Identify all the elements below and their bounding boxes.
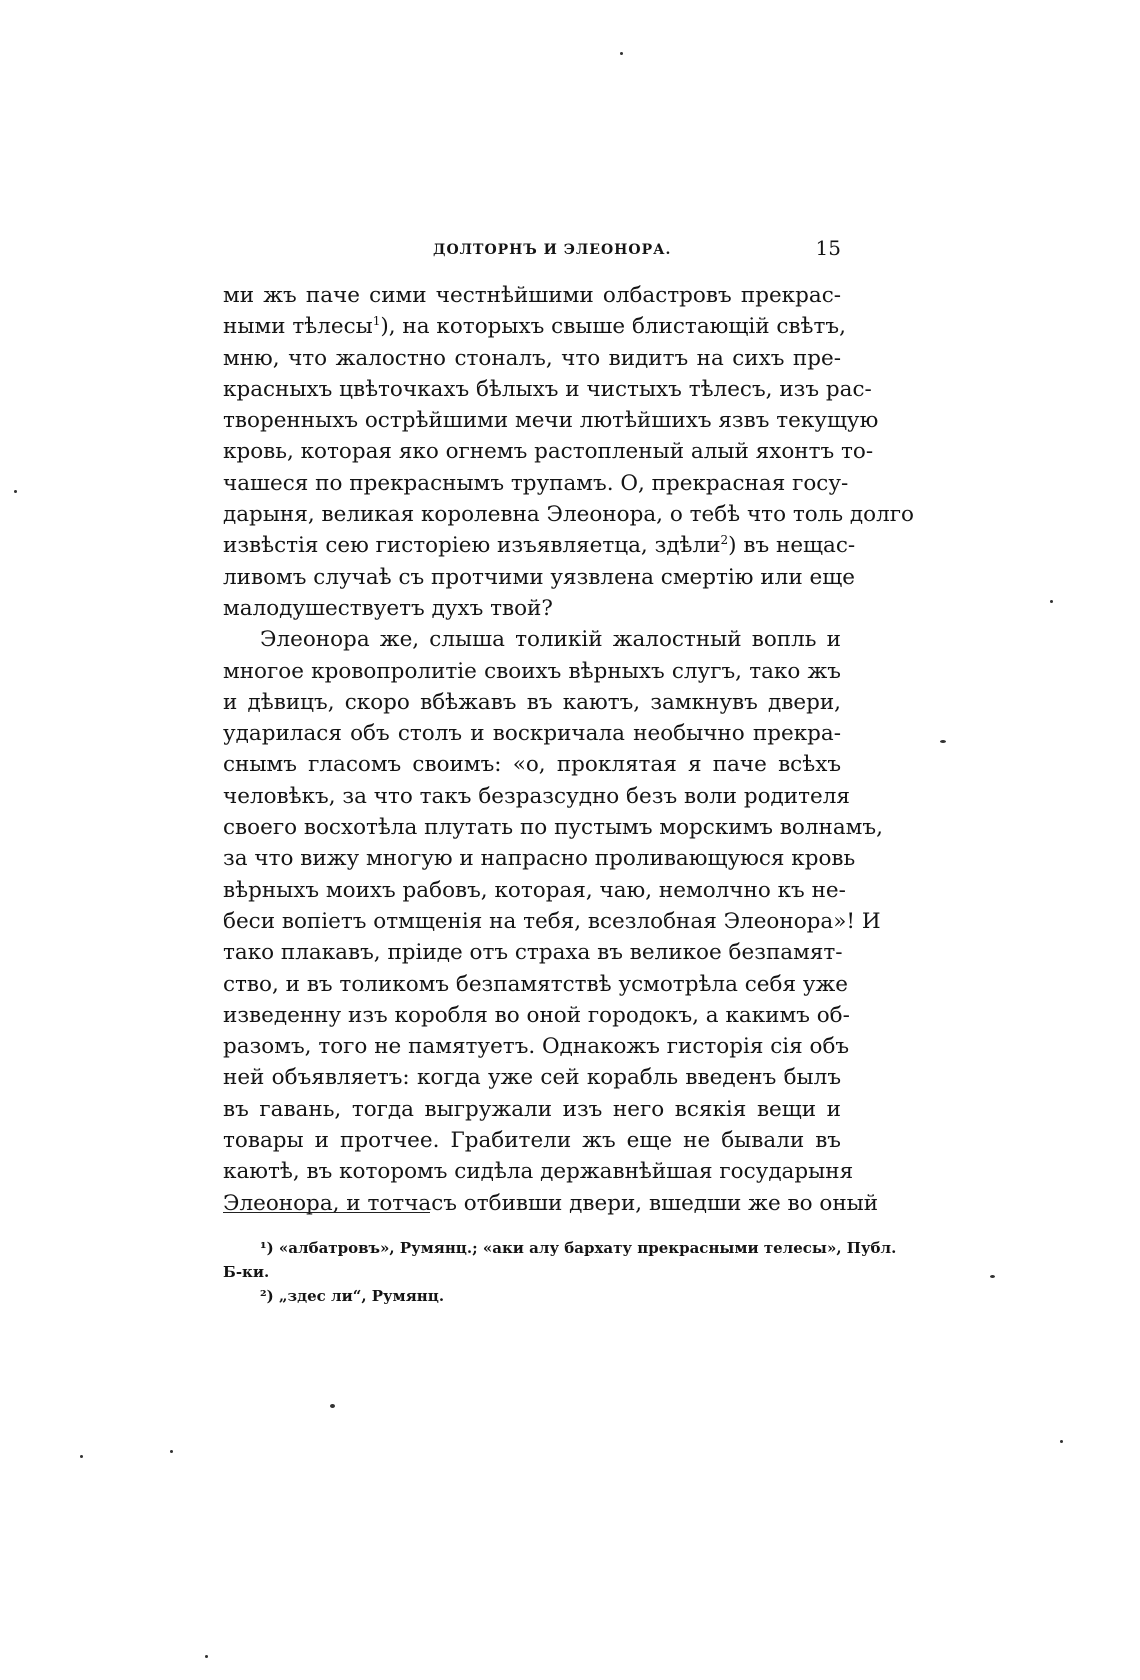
text-line: каютѣ, въ которомъ сидѣла державнѣйшая государыня [223, 1159, 854, 1185]
print-speck [14, 490, 17, 493]
print-speck [940, 740, 946, 743]
page-number: 15 [815, 236, 841, 260]
text-line: кровь, которая яко огнемъ растопленый алый яхонтъ то- [223, 439, 874, 465]
text-line: ливомъ случаѣ съ протчими уязвлена смертію или еще [223, 564, 855, 590]
print-speck [170, 1450, 173, 1453]
text-line: человѣкъ, за что такъ безразсудно безъ воли родителя [223, 783, 850, 809]
footnote-1: ¹) «албатровъ», Румянц.; «аки алу бархату прекрасными телесы», Публ. [260, 1239, 897, 1257]
text-line: ней объявляетъ: когда уже сей корабль введенъ былъ [223, 1065, 841, 1091]
print-speck [330, 1404, 335, 1408]
text-line: и дѣвицъ, скоро вбѣжавъ въ каютъ, замкнувъ двери, [223, 689, 841, 715]
text-line: многое кровопролитіе своихъ вѣрныхъ слугъ, тако жъ [223, 658, 841, 684]
text-line: въ гавань, тогда выгружали изъ него всякія вещи и [223, 1096, 841, 1122]
footnotes [223, 1236, 897, 1308]
text-line: своего восхотѣла плутать по пустымъ морскимъ волнамъ, [223, 815, 883, 841]
print-speck [990, 1275, 995, 1278]
print-speck [80, 1455, 83, 1458]
body-text [223, 280, 914, 1219]
text-line: за что вижу многую и напрасно проливающуюся кровь [223, 846, 856, 872]
text-line: товары и протчее. Грабители жъ еще не бывали въ [223, 1128, 841, 1154]
print-speck [205, 1655, 208, 1658]
footnote-2: ²) „здес ли“, Румянц. [260, 1287, 445, 1305]
text-line: изведенну изъ коробля во оной городокъ, а какимъ об- [223, 1002, 850, 1028]
running-head: ДОЛТОРНЪ И ЭЛЕОНОРА. [433, 242, 672, 258]
text-line: дарыня, великая королевна Элеонора, о тебѣ что толь долго [223, 502, 914, 528]
text-line: разомъ, того не памятуетъ. Однакожъ гисторія сія объ [223, 1034, 850, 1060]
text-line: снымъ гласомъ своимъ: «о, проклятая я паче всѣхъ [223, 752, 841, 778]
text-line: вѣрныхъ моихъ рабовъ, которая, чаю, немолчно къ не- [223, 877, 846, 903]
text-line: беси вопіетъ отмщенія на тебя, всезлобная Элеонора»! И [223, 908, 881, 934]
text-line: тако плакавъ, пріиде отъ страха въ великое безпамят- [223, 940, 843, 966]
footnote-divider [223, 1212, 430, 1213]
text-line: ударилася объ столъ и воскричала необычно прекра- [223, 721, 841, 747]
text-line: извѣстія сею гисторіею изъявляетца, здѣли$^2$) въ нещас- [223, 533, 856, 559]
text-line: красныхъ цвѣточкахъ бѣлыхъ и чистыхъ тѣлесъ, изъ рас- [223, 376, 872, 402]
text-line: Элеонора, и тотчасъ отбивши двери, вшедши же во оный [223, 1190, 879, 1216]
text-line: мню, что жалостно стоналъ, что видитъ на сихъ пре- [223, 345, 841, 371]
text-line: малодушествуетъ духъ твой? [223, 595, 553, 621]
print-speck [1060, 1440, 1063, 1443]
text-line: чашеся по прекраснымъ трупамъ. О, прекрасная госу- [223, 470, 849, 496]
footnote-1-continuation: Б-ки. [223, 1263, 270, 1281]
page-header [223, 236, 841, 266]
text-line: ными тѣлесы$^1$), на которыхъ свыше блистающій свѣтъ, [223, 314, 846, 340]
text-line: ми жъ паче сими честнѣйшими олбастровъ прекрас- [223, 283, 841, 308]
text-line: ство, и въ толикомъ безпамятствѣ усмотрѣла себя уже [223, 971, 848, 997]
print-speck [1050, 600, 1053, 603]
print-speck [620, 52, 623, 55]
footnote-marker: 1 [372, 314, 381, 329]
text-line: творенныхъ острѣйшими мечи лютѣйшихъ язвъ текущую [223, 408, 879, 434]
text-line: Элеонора же, слыша толикій жалостный вопль и [260, 627, 841, 653]
footnote-marker: 2 [720, 533, 729, 548]
